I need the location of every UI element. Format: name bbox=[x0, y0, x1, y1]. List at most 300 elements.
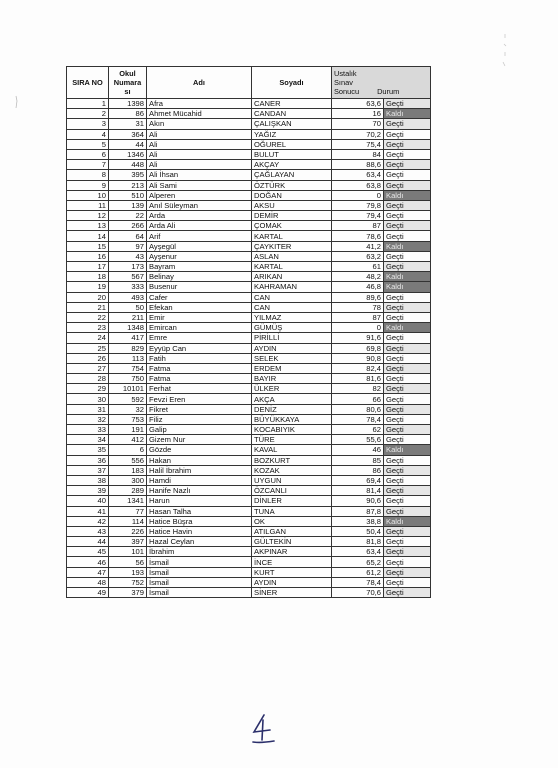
cell-soyadi: CAN bbox=[252, 302, 332, 312]
cell-sinav-sonucu: 70,2 bbox=[332, 129, 384, 139]
table-row bbox=[67, 241, 431, 251]
cell-sira-no: 2 bbox=[67, 109, 109, 119]
cell-sinav-sonucu: 50,4 bbox=[332, 526, 384, 536]
cell-soyadi: GÜMÜŞ bbox=[252, 323, 332, 333]
cell-sinav-sonucu: 79,4 bbox=[332, 211, 384, 221]
cell-okul-no: 333 bbox=[109, 282, 147, 292]
cell-sinav-sonucu: 63,4 bbox=[332, 170, 384, 180]
cell-adi: Arda bbox=[147, 211, 252, 221]
table-row bbox=[67, 414, 431, 424]
table-row bbox=[67, 312, 431, 322]
cell-sinav-sonucu: 82,4 bbox=[332, 363, 384, 373]
cell-sira-no: 41 bbox=[67, 506, 109, 516]
cell-okul-no: 10101 bbox=[109, 384, 147, 394]
table-row bbox=[67, 567, 431, 577]
cell-okul-no: 379 bbox=[109, 588, 147, 598]
cell-okul-no: 364 bbox=[109, 129, 147, 139]
cell-durum: Geçti bbox=[384, 577, 431, 587]
cell-sira-no: 26 bbox=[67, 353, 109, 363]
cell-soyadi: BULUT bbox=[252, 149, 332, 159]
cell-soyadi: KARTAL bbox=[252, 262, 332, 272]
cell-soyadi: KOCABIYIK bbox=[252, 425, 332, 435]
cell-sinav-sonucu: 0 bbox=[332, 190, 384, 200]
cell-durum: Geçti bbox=[384, 537, 431, 547]
cell-sinav-sonucu: 89,6 bbox=[332, 292, 384, 302]
cell-okul-no: 1346 bbox=[109, 149, 147, 159]
cell-sinav-sonucu: 41,2 bbox=[332, 241, 384, 251]
cell-sira-no: 14 bbox=[67, 231, 109, 241]
cell-sira-no: 23 bbox=[67, 323, 109, 333]
cell-sira-no: 11 bbox=[67, 200, 109, 210]
cell-sinav-sonucu: 63,2 bbox=[332, 251, 384, 261]
header-soyadi: Soyadı bbox=[252, 67, 332, 99]
handwritten-signature-icon bbox=[248, 712, 278, 746]
cell-okul-no: 556 bbox=[109, 455, 147, 465]
cell-adi: Hazal Ceylan bbox=[147, 537, 252, 547]
cell-durum: Geçti bbox=[384, 302, 431, 312]
cell-sinav-sonucu: 63,4 bbox=[332, 547, 384, 557]
cell-okul-no: 139 bbox=[109, 200, 147, 210]
cell-sinav-sonucu: 61,2 bbox=[332, 567, 384, 577]
table-row bbox=[67, 231, 431, 241]
cell-soyadi: GÜLTEKİN bbox=[252, 537, 332, 547]
cell-adi: Belinay bbox=[147, 272, 252, 282]
cell-adi: Galip bbox=[147, 425, 252, 435]
cell-okul-no: 113 bbox=[109, 353, 147, 363]
table-row bbox=[67, 394, 431, 404]
table-row bbox=[67, 333, 431, 343]
cell-sira-no: 16 bbox=[67, 251, 109, 261]
cell-sinav-sonucu: 81,4 bbox=[332, 486, 384, 496]
cell-sira-no: 12 bbox=[67, 211, 109, 221]
cell-durum: Geçti bbox=[384, 353, 431, 363]
cell-sira-no: 34 bbox=[67, 435, 109, 445]
cell-sira-no: 37 bbox=[67, 465, 109, 475]
cell-soyadi: CAN bbox=[252, 292, 332, 302]
cell-sira-no: 33 bbox=[67, 425, 109, 435]
header-adi: Adı bbox=[147, 67, 252, 99]
cell-sira-no: 3 bbox=[67, 119, 109, 129]
cell-adi: Akın bbox=[147, 119, 252, 129]
cell-sinav-sonucu: 78,4 bbox=[332, 577, 384, 587]
cell-sinav-sonucu: 87 bbox=[332, 312, 384, 322]
cell-durum: Geçti bbox=[384, 374, 431, 384]
cell-sira-no: 9 bbox=[67, 180, 109, 190]
cell-soyadi: CANER bbox=[252, 99, 332, 109]
cell-adi: Ahmet Mücahid bbox=[147, 109, 252, 119]
cell-durum: Geçti bbox=[384, 99, 431, 109]
cell-sinav-sonucu: 80,6 bbox=[332, 404, 384, 414]
cell-adi: Arda Ali bbox=[147, 221, 252, 231]
cell-durum: Kaldı bbox=[384, 190, 431, 200]
cell-adi: Ayşegül bbox=[147, 241, 252, 251]
scan-mark bbox=[498, 32, 512, 68]
table-row bbox=[67, 343, 431, 353]
cell-soyadi: AYDIN bbox=[252, 577, 332, 587]
cell-durum: Kaldı bbox=[384, 109, 431, 119]
cell-adi: İsmail bbox=[147, 557, 252, 567]
cell-okul-no: 43 bbox=[109, 251, 147, 261]
cell-okul-no: 1398 bbox=[109, 99, 147, 109]
cell-soyadi: AKSU bbox=[252, 200, 332, 210]
table-row bbox=[67, 221, 431, 231]
cell-durum: Geçti bbox=[384, 221, 431, 231]
cell-adi: Efekan bbox=[147, 302, 252, 312]
cell-okul-no: 829 bbox=[109, 343, 147, 353]
cell-okul-no: 592 bbox=[109, 394, 147, 404]
cell-okul-no: 448 bbox=[109, 160, 147, 170]
cell-soyadi: KOZAK bbox=[252, 465, 332, 475]
cell-sira-no: 47 bbox=[67, 567, 109, 577]
cell-adi: Gözde bbox=[147, 445, 252, 455]
table-row bbox=[67, 139, 431, 149]
cell-sinav-sonucu: 78,6 bbox=[332, 231, 384, 241]
header-ustalik-sinav-sonucu: Ustalık Sınav Sonucu Durum bbox=[332, 67, 431, 99]
table-row bbox=[67, 251, 431, 261]
cell-adi: Ali İhsan bbox=[147, 170, 252, 180]
cell-soyadi: TÜRE bbox=[252, 435, 332, 445]
cell-sira-no: 42 bbox=[67, 516, 109, 526]
table-row bbox=[67, 465, 431, 475]
cell-okul-no: 754 bbox=[109, 363, 147, 373]
cell-soyadi: DOĞAN bbox=[252, 190, 332, 200]
header-durum: Durum bbox=[377, 87, 400, 96]
cell-soyadi: İNCE bbox=[252, 557, 332, 567]
table-row bbox=[67, 557, 431, 567]
cell-sinav-sonucu: 87,8 bbox=[332, 506, 384, 516]
table-header bbox=[67, 67, 431, 99]
cell-durum: Kaldı bbox=[384, 282, 431, 292]
cell-durum: Geçti bbox=[384, 414, 431, 424]
cell-soyadi: TUNA bbox=[252, 506, 332, 516]
cell-durum: Kaldı bbox=[384, 516, 431, 526]
cell-adi: Hasan Talha bbox=[147, 506, 252, 516]
cell-durum: Kaldı bbox=[384, 323, 431, 333]
cell-sinav-sonucu: 46,8 bbox=[332, 282, 384, 292]
cell-soyadi: DENİZ bbox=[252, 404, 332, 414]
table-row bbox=[67, 445, 431, 455]
cell-sinav-sonucu: 86 bbox=[332, 465, 384, 475]
cell-okul-no: 1341 bbox=[109, 496, 147, 506]
cell-sira-no: 27 bbox=[67, 363, 109, 373]
cell-sinav-sonucu: 90,6 bbox=[332, 496, 384, 506]
table-row bbox=[67, 302, 431, 312]
cell-durum: Geçti bbox=[384, 557, 431, 567]
cell-adi: Hatice Havin bbox=[147, 526, 252, 536]
cell-sira-no: 30 bbox=[67, 394, 109, 404]
cell-sira-no: 48 bbox=[67, 577, 109, 587]
cell-adi: Harun bbox=[147, 496, 252, 506]
table-row bbox=[67, 547, 431, 557]
cell-soyadi: BOZKURT bbox=[252, 455, 332, 465]
cell-adi: Ali Sami bbox=[147, 180, 252, 190]
table-row bbox=[67, 475, 431, 485]
cell-okul-no: 97 bbox=[109, 241, 147, 251]
cell-durum: Geçti bbox=[384, 486, 431, 496]
cell-sinav-sonucu: 84 bbox=[332, 149, 384, 159]
table-row bbox=[67, 109, 431, 119]
table-row bbox=[67, 537, 431, 547]
cell-adi: Fatma bbox=[147, 374, 252, 384]
cell-sira-no: 20 bbox=[67, 292, 109, 302]
cell-durum: Kaldı bbox=[384, 445, 431, 455]
table-row bbox=[67, 170, 431, 180]
cell-adi: Halil İbrahim bbox=[147, 465, 252, 475]
cell-sira-no: 25 bbox=[67, 343, 109, 353]
cell-durum: Geçti bbox=[384, 129, 431, 139]
cell-sinav-sonucu: 62 bbox=[332, 425, 384, 435]
cell-sira-no: 49 bbox=[67, 588, 109, 598]
cell-sira-no: 19 bbox=[67, 282, 109, 292]
table-row bbox=[67, 455, 431, 465]
cell-okul-no: 510 bbox=[109, 190, 147, 200]
table-row bbox=[67, 588, 431, 598]
cell-okul-no: 397 bbox=[109, 537, 147, 547]
cell-adi: Ali bbox=[147, 160, 252, 170]
cell-sira-no: 31 bbox=[67, 404, 109, 414]
cell-durum: Geçti bbox=[384, 333, 431, 343]
cell-durum: Geçti bbox=[384, 526, 431, 536]
cell-durum: Geçti bbox=[384, 567, 431, 577]
cell-adi: Ali bbox=[147, 129, 252, 139]
cell-durum: Geçti bbox=[384, 149, 431, 159]
cell-soyadi: DEMİR bbox=[252, 211, 332, 221]
cell-soyadi: CANDAN bbox=[252, 109, 332, 119]
cell-durum: Geçti bbox=[384, 394, 431, 404]
cell-sira-no: 13 bbox=[67, 221, 109, 231]
cell-sinav-sonucu: 0 bbox=[332, 323, 384, 333]
cell-sira-no: 22 bbox=[67, 312, 109, 322]
cell-adi: Cafer bbox=[147, 292, 252, 302]
table-row bbox=[67, 353, 431, 363]
cell-sinav-sonucu: 61 bbox=[332, 262, 384, 272]
cell-adi: Fatma bbox=[147, 363, 252, 373]
cell-durum: Geçti bbox=[384, 251, 431, 261]
cell-okul-no: 44 bbox=[109, 139, 147, 149]
cell-soyadi: OĞUREL bbox=[252, 139, 332, 149]
cell-adi: Hanife Nazlı bbox=[147, 486, 252, 496]
cell-sira-no: 1 bbox=[67, 99, 109, 109]
cell-durum: Geçti bbox=[384, 588, 431, 598]
cell-sira-no: 32 bbox=[67, 414, 109, 424]
table-row bbox=[67, 99, 431, 109]
table-row bbox=[67, 200, 431, 210]
cell-okul-no: 213 bbox=[109, 180, 147, 190]
cell-sira-no: 18 bbox=[67, 272, 109, 282]
cell-adi: Busenur bbox=[147, 282, 252, 292]
cell-sinav-sonucu: 85 bbox=[332, 455, 384, 465]
cell-adi: İsmail bbox=[147, 577, 252, 587]
cell-soyadi: ÇAYKITER bbox=[252, 241, 332, 251]
cell-soyadi: OK bbox=[252, 516, 332, 526]
cell-sinav-sonucu: 78 bbox=[332, 302, 384, 312]
cell-sinav-sonucu: 88,6 bbox=[332, 160, 384, 170]
cell-adi: Hatice Büşra bbox=[147, 516, 252, 526]
cell-sira-no: 39 bbox=[67, 486, 109, 496]
table-row bbox=[67, 404, 431, 414]
cell-okul-no: 395 bbox=[109, 170, 147, 180]
cell-sinav-sonucu: 82 bbox=[332, 384, 384, 394]
table-row bbox=[67, 384, 431, 394]
cell-okul-no: 226 bbox=[109, 526, 147, 536]
cell-sira-no: 4 bbox=[67, 129, 109, 139]
cell-sinav-sonucu: 69,8 bbox=[332, 343, 384, 353]
cell-okul-no: 750 bbox=[109, 374, 147, 384]
cell-okul-no: 6 bbox=[109, 445, 147, 455]
cell-sira-no: 28 bbox=[67, 374, 109, 384]
table-row bbox=[67, 272, 431, 282]
cell-sinav-sonucu: 66 bbox=[332, 394, 384, 404]
cell-adi: Emre bbox=[147, 333, 252, 343]
cell-sira-no: 46 bbox=[67, 557, 109, 567]
cell-durum: Geçti bbox=[384, 384, 431, 394]
cell-soyadi: ASLAN bbox=[252, 251, 332, 261]
cell-okul-no: 64 bbox=[109, 231, 147, 241]
cell-sinav-sonucu: 91,6 bbox=[332, 333, 384, 343]
cell-sinav-sonucu: 55,6 bbox=[332, 435, 384, 445]
cell-sinav-sonucu: 75,4 bbox=[332, 139, 384, 149]
cell-soyadi: SELEK bbox=[252, 353, 332, 363]
table-row bbox=[67, 149, 431, 159]
cell-okul-no: 101 bbox=[109, 547, 147, 557]
cell-okul-no: 22 bbox=[109, 211, 147, 221]
cell-soyadi: AKÇA bbox=[252, 394, 332, 404]
table-row bbox=[67, 506, 431, 516]
cell-sira-no: 5 bbox=[67, 139, 109, 149]
cell-sinav-sonucu: 63,8 bbox=[332, 180, 384, 190]
cell-sira-no: 38 bbox=[67, 475, 109, 485]
cell-soyadi: BAYIR bbox=[252, 374, 332, 384]
cell-okul-no: 493 bbox=[109, 292, 147, 302]
table-row bbox=[67, 323, 431, 333]
cell-okul-no: 300 bbox=[109, 475, 147, 485]
table-row bbox=[67, 190, 431, 200]
cell-sira-no: 43 bbox=[67, 526, 109, 536]
cell-soyadi: YILMAZ bbox=[252, 312, 332, 322]
cell-sira-no: 10 bbox=[67, 190, 109, 200]
cell-adi: Fatih bbox=[147, 353, 252, 363]
cell-adi: Alperen bbox=[147, 190, 252, 200]
cell-adi: Filiz bbox=[147, 414, 252, 424]
cell-durum: Geçti bbox=[384, 312, 431, 322]
cell-soyadi: ÖZCANLI bbox=[252, 486, 332, 496]
table-row bbox=[67, 180, 431, 190]
cell-adi: Arif bbox=[147, 231, 252, 241]
cell-soyadi: ATILGAN bbox=[252, 526, 332, 536]
cell-soyadi: PİRİLLİ bbox=[252, 333, 332, 343]
cell-sira-no: 17 bbox=[67, 262, 109, 272]
cell-sinav-sonucu: 78,4 bbox=[332, 414, 384, 424]
cell-sira-no: 40 bbox=[67, 496, 109, 506]
cell-okul-no: 266 bbox=[109, 221, 147, 231]
cell-soyadi: YAĞIZ bbox=[252, 129, 332, 139]
cell-durum: Geçti bbox=[384, 231, 431, 241]
cell-sinav-sonucu: 70 bbox=[332, 119, 384, 129]
table-row bbox=[67, 262, 431, 272]
cell-adi: Ayşenur bbox=[147, 251, 252, 261]
cell-sinav-sonucu: 16 bbox=[332, 109, 384, 119]
table-row bbox=[67, 160, 431, 170]
cell-durum: Kaldı bbox=[384, 241, 431, 251]
cell-okul-no: 173 bbox=[109, 262, 147, 272]
cell-sira-no: 21 bbox=[67, 302, 109, 312]
cell-sira-no: 29 bbox=[67, 384, 109, 394]
cell-durum: Geçti bbox=[384, 425, 431, 435]
cell-sira-no: 7 bbox=[67, 160, 109, 170]
cell-soyadi: SİNER bbox=[252, 588, 332, 598]
cell-okul-no: 31 bbox=[109, 119, 147, 129]
cell-okul-no: 567 bbox=[109, 272, 147, 282]
cell-durum: Geçti bbox=[384, 506, 431, 516]
cell-soyadi: ÇAĞLAYAN bbox=[252, 170, 332, 180]
cell-okul-no: 412 bbox=[109, 435, 147, 445]
cell-okul-no: 753 bbox=[109, 414, 147, 424]
cell-okul-no: 114 bbox=[109, 516, 147, 526]
cell-okul-no: 211 bbox=[109, 312, 147, 322]
cell-sinav-sonucu: 65,2 bbox=[332, 557, 384, 567]
cell-sinav-sonucu: 48,2 bbox=[332, 272, 384, 282]
cell-soyadi: KAHRAMAN bbox=[252, 282, 332, 292]
cell-durum: Geçti bbox=[384, 496, 431, 506]
table-row bbox=[67, 292, 431, 302]
cell-soyadi: ÇOMAK bbox=[252, 221, 332, 231]
cell-adi: Hakan bbox=[147, 455, 252, 465]
cell-adi: Afra bbox=[147, 99, 252, 109]
cell-durum: Kaldı bbox=[384, 272, 431, 282]
cell-durum: Geçti bbox=[384, 292, 431, 302]
cell-sinav-sonucu: 63,6 bbox=[332, 99, 384, 109]
cell-soyadi: KURT bbox=[252, 567, 332, 577]
cell-adi: Bayram bbox=[147, 262, 252, 272]
cell-okul-no: 193 bbox=[109, 567, 147, 577]
cell-sira-no: 8 bbox=[67, 170, 109, 180]
cell-soyadi: UYGUN bbox=[252, 475, 332, 485]
cell-sira-no: 45 bbox=[67, 547, 109, 557]
cell-sinav-sonucu: 70,6 bbox=[332, 588, 384, 598]
cell-soyadi: KAVAL bbox=[252, 445, 332, 455]
cell-adi: Fevzi Eren bbox=[147, 394, 252, 404]
table-row bbox=[67, 374, 431, 384]
cell-okul-no: 752 bbox=[109, 577, 147, 587]
cell-sinav-sonucu: 79,8 bbox=[332, 200, 384, 210]
table-row bbox=[67, 516, 431, 526]
cell-adi: İsmail bbox=[147, 567, 252, 577]
cell-adi: Fikret bbox=[147, 404, 252, 414]
cell-sinav-sonucu: 46 bbox=[332, 445, 384, 455]
table-row bbox=[67, 425, 431, 435]
cell-durum: Geçti bbox=[384, 475, 431, 485]
cell-adi: Ali bbox=[147, 139, 252, 149]
table-row bbox=[67, 129, 431, 139]
cell-sira-no: 15 bbox=[67, 241, 109, 251]
cell-durum: Geçti bbox=[384, 547, 431, 557]
scan-mark bbox=[14, 95, 22, 109]
cell-okul-no: 289 bbox=[109, 486, 147, 496]
cell-adi: Eyyüp Can bbox=[147, 343, 252, 353]
cell-durum: Geçti bbox=[384, 119, 431, 129]
cell-adi: İbrahim bbox=[147, 547, 252, 557]
cell-soyadi: AKÇAY bbox=[252, 160, 332, 170]
cell-adi: Emircan bbox=[147, 323, 252, 333]
cell-sinav-sonucu: 90,8 bbox=[332, 353, 384, 363]
header-okul-numarasi: Okul Numara sı bbox=[109, 67, 147, 99]
cell-soyadi: KARTAL bbox=[252, 231, 332, 241]
cell-sinav-sonucu: 38,8 bbox=[332, 516, 384, 526]
table-row bbox=[67, 496, 431, 506]
cell-durum: Geçti bbox=[384, 262, 431, 272]
table-row bbox=[67, 435, 431, 445]
cell-sinav-sonucu: 87 bbox=[332, 221, 384, 231]
